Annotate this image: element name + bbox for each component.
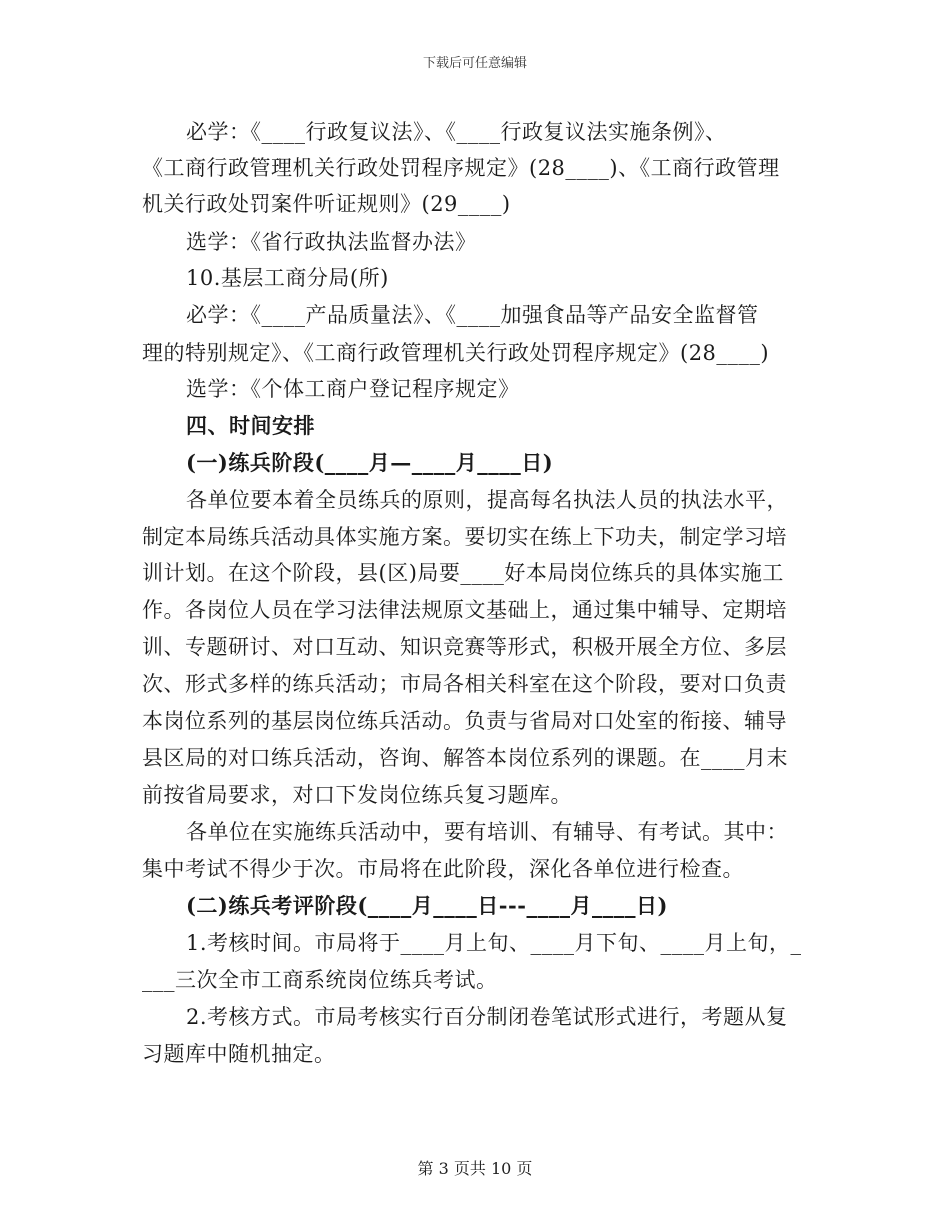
paragraph-line: 《工商行政管理机关行政处罚程序规定》(28____)、《工商行政管理 [142,156,780,180]
paragraph-line: 制定本局练兵活动具体实施方案。要切实在练上下功夫，制定学习培 [142,525,787,549]
paragraph-line: 县区局的对口练兵活动，咨询、解答本岗位系列的课题。在____月末 [142,746,788,770]
page-footer: 第 3 页共 10 页 [417,1159,533,1178]
page-header: 下载后可任意编辑 [422,56,527,71]
paragraph-line: 前按省局要求，对口下发岗位练兵复习题库。 [142,783,572,807]
paragraph-line: 必学：《____行政复议法》、《____行政复议法实施条例》、 [186,120,727,144]
paragraph-line: 各单位在实施练兵活动中，要有培训、有辅导、有考试。其中： [186,820,788,844]
paragraph-line: 理的特别规定》、《工商行政管理机关行政处罚程序规定》(28____) [142,341,770,365]
paragraph-line: 训、专题研讨、对口互动、知识竞赛等形式，积极开展全方位、多层 [142,635,787,659]
paragraph-line: ___三次全市工商系统岗位练兵考试。 [142,968,498,992]
paragraph-line: 次、形式多样的练兵活动；市局各相关科室在这个阶段，要对口负责 [142,672,787,696]
paragraph-line: 1.考核时间。市局将于____月上旬、____月下旬、____月上旬，_ [186,931,802,955]
subsection-heading: (二)练兵考评阶段(____月____日---____月____日) [186,893,668,918]
paragraph-line: 各单位要本着全员练兵的原则，提高每名执法人员的执法水平， [186,488,788,512]
subsection-heading: (一)练兵阶段(____月—____月____日) [186,450,554,475]
paragraph-line: 作。各岗位人员在学习法律法规原文基础上，通过集中辅导、定期培 [142,598,787,622]
paragraph-line: 集中考试不得少于次。市局将在此阶段，深化各单位进行检查。 [142,857,744,881]
paragraph-line: 本岗位系列的基层岗位练兵活动。负责与省局对口处室的衔接、辅导 [142,709,787,733]
section-heading: 四、时间安排 [186,413,315,438]
paragraph-line: 2.考核方式。市局考核实行百分制闭卷笔试形式进行，考题从复 [186,1005,788,1029]
paragraph-line: 机关行政处罚案件听证规则》(29____) [142,192,511,216]
section-heading: 10.基层工商分局(所) [186,266,389,290]
paragraph-line: 习题库中随机抽定。 [142,1042,336,1066]
paragraph-line: 选学：《省行政执法监督办法》 [186,230,477,254]
paragraph-line: 选学：《个体工商户登记程序规定》 [186,377,520,401]
paragraph-line: 训计划。在这个阶段，县(区)局要____好本局岗位练兵的具体实施工 [142,561,784,585]
paragraph-line: 必学：《____产品质量法》、《____加强食品等产品安全监督管 [186,303,759,327]
